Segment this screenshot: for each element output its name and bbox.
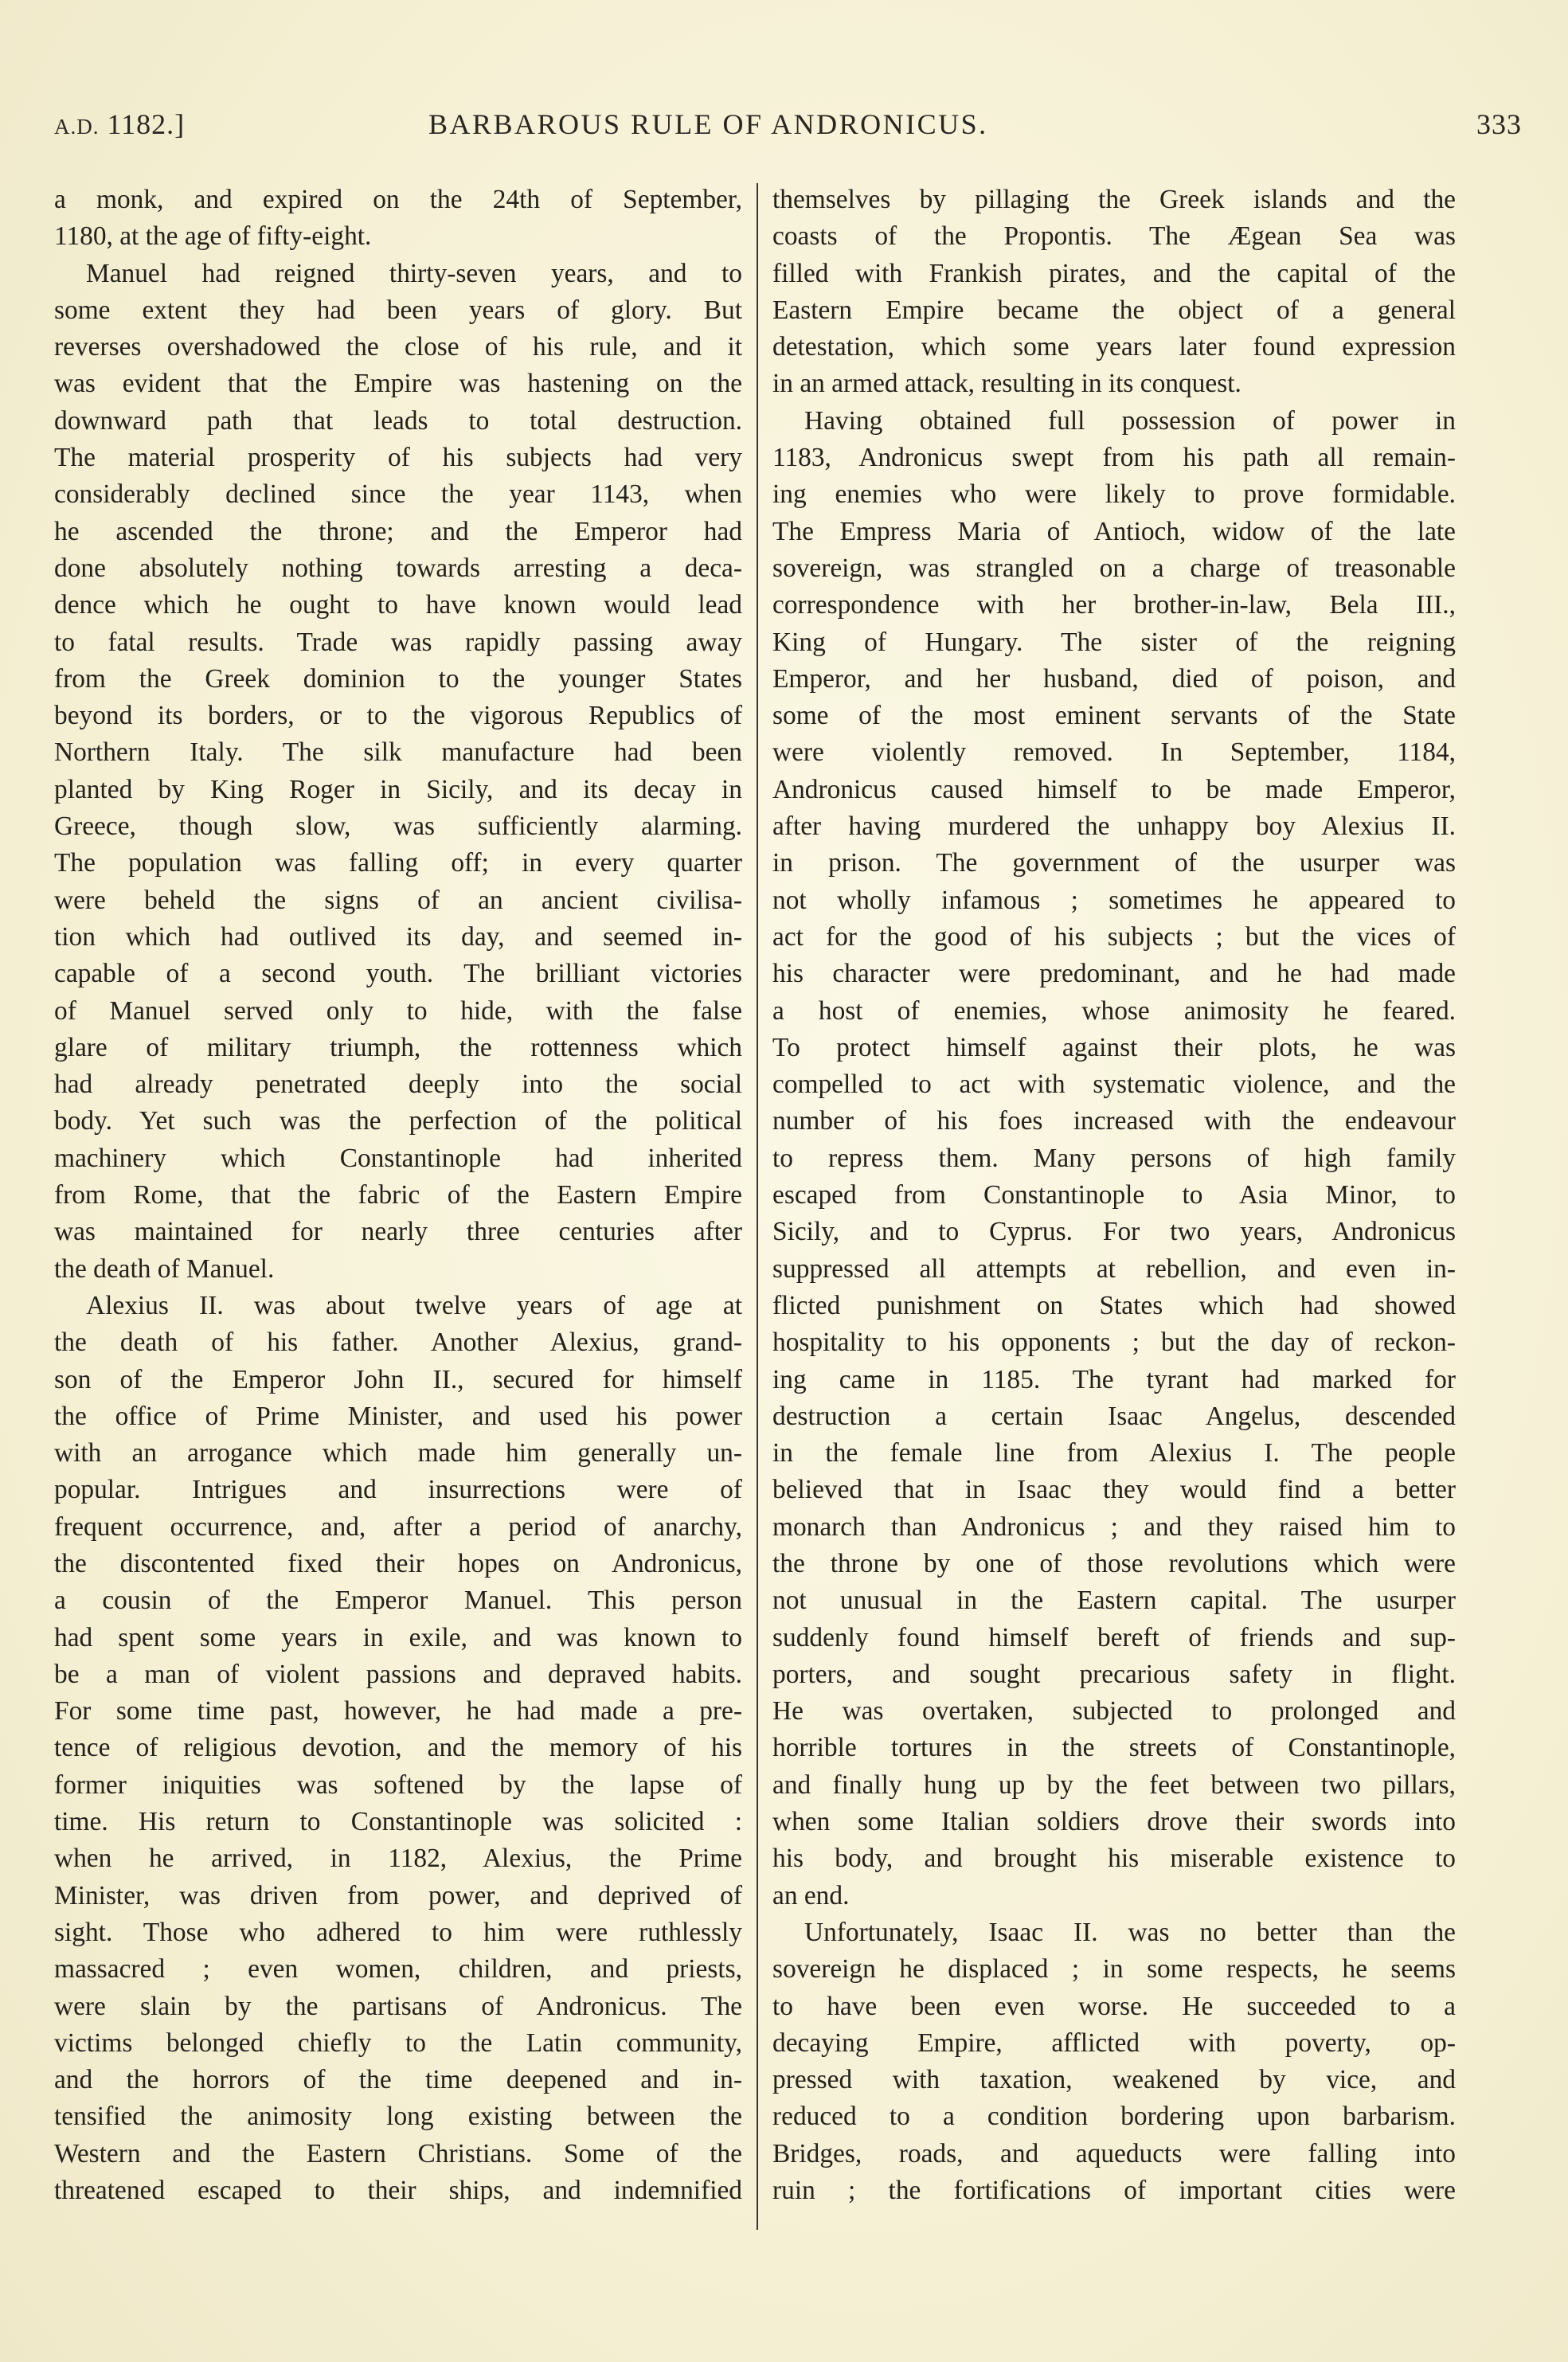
text-line: detestation, which some years later found expression: [772, 332, 1456, 362]
text-line: were beheld the signs of an ancient civilisa-: [54, 885, 742, 915]
text-line: a cousin of the Emperor Manuel. This person: [54, 1586, 742, 1616]
text-line: and finally hung up by the feet between two pillars,: [772, 1770, 1456, 1800]
text-line: a host of enemies, whose animosity he feared.: [772, 995, 1456, 1026]
text-line: capable of a second youth. The brilliant victories: [54, 959, 742, 989]
text-line: body. Yet such was the perfection of the political: [54, 1106, 742, 1136]
text-line: sovereign, was strangled on a charge of treasonable: [772, 553, 1456, 583]
page-number: 333: [1476, 108, 1522, 140]
text-line: Andronicus caused himself to be made Emperor,: [772, 774, 1456, 804]
text-line: sovereign he displaced ; in some respects, he seems: [772, 1954, 1456, 1985]
text-line: not unusual in the Eastern capital. The usurper: [772, 1586, 1456, 1616]
text-line: coasts of the Propontis. The Ægean Sea was: [772, 221, 1456, 252]
text-line: King of Hungary. The sister of the reigning: [772, 627, 1456, 657]
text-line: compelled to act with systematic violence, and the: [772, 1070, 1456, 1100]
text-line: downward path that leads to total destruction.: [54, 405, 742, 436]
text-line: in the female line from Alexius I. The people: [772, 1438, 1456, 1468]
column-divider: [757, 183, 758, 2230]
text-line: be a man of violent passions and depraved habits.: [54, 1659, 742, 1689]
text-line: correspondence with her brother-in-law, Bela III.,: [772, 590, 1456, 620]
text-line: Having obtained full possession of power in: [804, 405, 1456, 436]
text-line: to fatal results. Trade was rapidly passing away: [54, 627, 742, 657]
left-text-column: [54, 182, 742, 2209]
text-line: and the horrors of the time deepened and in-: [54, 2065, 742, 2095]
text-line: with an arrogance which made him generally un-: [54, 1438, 742, 1468]
text-line: tion which had outlived its day, and seemed in-: [54, 921, 742, 952]
text-line: had already penetrated deeply into the social: [54, 1070, 742, 1100]
text-line: machinery which Constantinople had inherited: [54, 1143, 742, 1173]
text-line: pressed with taxation, weakened by vice, and: [772, 2065, 1456, 2095]
text-line: flicted punishment on States which had showed: [772, 1290, 1456, 1320]
text-line: Unfortunately, Isaac II. was no better than the: [804, 1917, 1456, 1947]
text-line: act for the good of his subjects ; but the vices of: [772, 921, 1456, 952]
text-line: suppressed all attempts at rebellion, and even in-: [772, 1253, 1456, 1284]
text-line: considerably declined since the year 1143, when: [54, 479, 742, 510]
text-line: reverses overshadowed the close of his rule, and it: [54, 332, 742, 362]
text-line: an end.: [772, 1880, 850, 1910]
text-line: believed that in Isaac they would find a better: [772, 1475, 1456, 1505]
text-line: of Manuel served only to hide, with the false: [54, 995, 742, 1026]
text-line: ing enemies who were likely to prove formidable.: [772, 479, 1456, 510]
text-line: ruin ; the fortifications of important cities were: [772, 2176, 1456, 2206]
text-line: themselves by pillaging the Greek islands and the: [772, 185, 1456, 214]
text-line: frequent occurrence, and, after a period of anarchy,: [54, 1511, 742, 1542]
text-line: porters, and sought precarious safety in flight.: [772, 1659, 1456, 1689]
text-line: he ascended the throne; and the Emperor had: [54, 516, 742, 546]
text-line: 1180, at the age of fifty-eight.: [54, 221, 372, 252]
header-ad: A.D.: [54, 115, 100, 139]
text-line: some extent they had been years of glory. But: [54, 295, 742, 325]
text-line: his character were predominant, and he had made: [772, 959, 1456, 989]
text-line: decaying Empire, afflicted with poverty, op-: [772, 2028, 1456, 2058]
right-text-column: [772, 182, 1456, 2209]
text-line: had spent some years in exile, and was known to: [54, 1622, 742, 1652]
text-line: to repress them. Many persons of high family: [772, 1143, 1456, 1173]
text-line: reduced to a condition bordering upon barbarism.: [772, 2102, 1456, 2132]
text-line: when he arrived, in 1182, Alexius, the Prime: [54, 1844, 742, 1874]
text-line: victims belonged chiefly to the Latin community,: [54, 2028, 742, 2058]
text-line: in prison. The government of the usurper was: [772, 848, 1456, 878]
text-line: Eastern Empire became the object of a general: [772, 295, 1456, 325]
text-line: the throne by one of those revolutions which were: [772, 1548, 1456, 1578]
text-line: some of the most eminent servants of the State: [772, 701, 1456, 731]
text-line: the office of Prime Minister, and used his power: [54, 1401, 742, 1431]
text-line: The Empress Maria of Antioch, widow of the late: [772, 516, 1456, 546]
text-line: To protect himself against their plots, he was: [772, 1032, 1456, 1062]
text-line: glare of military triumph, the rottenness which: [54, 1032, 742, 1062]
text-line: suddenly found himself bereft of friends and sup-: [772, 1622, 1456, 1652]
text-line: Alexius II. was about twelve years of age at: [86, 1290, 742, 1320]
text-line: after having murdered the unhappy boy Alexius II.: [772, 811, 1456, 842]
text-line: planted by King Roger in Sicily, and its decay in: [54, 774, 742, 804]
text-line: Western and the Eastern Christians. Some of the: [54, 2138, 742, 2168]
text-line: 1183, Andronicus swept from his path all remain-: [772, 443, 1456, 473]
text-line: He was overtaken, subjected to prolonged and: [772, 1696, 1456, 1727]
text-line: time. His return to Constantinople was solicited :: [54, 1807, 742, 1837]
text-line: Manuel had reigned thirty-seven years, and to: [86, 258, 742, 288]
text-line: in an armed attack, resulting in its conquest.: [772, 369, 1241, 399]
text-line: were slain by the partisans of Andronicus. The: [54, 1991, 742, 2021]
text-line: his body, and brought his miserable existence to: [772, 1844, 1456, 1874]
text-line: monarch than Andronicus ; and they raised him to: [772, 1511, 1456, 1542]
text-line: was evident that the Empire was hastening on the: [54, 369, 742, 399]
running-header: [54, 108, 1522, 147]
text-line: ing came in 1185. The tyrant had marked for: [772, 1364, 1456, 1394]
header-title: BARBAROUS RULE OF ANDRONICUS.: [428, 108, 988, 140]
text-line: the death of his father. Another Alexius, grand-: [54, 1328, 742, 1358]
text-line: The material prosperity of his subjects had very: [54, 443, 742, 473]
text-line: Sicily, and to Cyprus. For two years, Andronicus: [772, 1217, 1456, 1247]
text-line: to have been even worse. He succeeded to a: [772, 1991, 1456, 2021]
text-line: number of his foes increased with the endeavour: [772, 1106, 1456, 1136]
text-line: not wholly infamous ; sometimes he appeared to: [772, 885, 1456, 915]
header-year: 1182.]: [107, 108, 186, 140]
text-line: filled with Frankish pirates, and the capital of the: [772, 258, 1456, 288]
text-line: son of the Emperor John II., secured for himself: [54, 1364, 742, 1394]
text-line: Bridges, roads, and aqueducts were falling into: [772, 2138, 1456, 2168]
text-line: sight. Those who adhered to him were ruthlessly: [54, 1917, 742, 1947]
text-line: destruction a certain Isaac Angelus, descended: [772, 1401, 1456, 1431]
text-line: from the Greek dominion to the younger States: [54, 663, 742, 694]
text-line: Minister, was driven from power, and deprived of: [54, 1880, 742, 1910]
text-line: Northern Italy. The silk manufacture had been: [54, 737, 742, 768]
text-line: the death of Manuel.: [54, 1253, 275, 1284]
text-line: a monk, and expired on the 24th of September,: [54, 185, 742, 214]
text-line: For some time past, however, he had made a pre-: [54, 1696, 742, 1727]
text-line: dence which he ought to have known would lead: [54, 590, 742, 620]
text-line: hospitality to his opponents ; but the day of reckon-: [772, 1328, 1456, 1358]
text-line: the discontented fixed their hopes on Andronicus,: [54, 1548, 742, 1578]
text-line: Greece, though slow, was sufficiently alarming.: [54, 811, 742, 842]
text-line: was maintained for nearly three centuries after: [54, 1217, 742, 1247]
text-line: popular. Intrigues and insurrections were of: [54, 1475, 742, 1505]
text-line: horrible tortures in the streets of Constantinople,: [772, 1733, 1456, 1763]
text-line: escaped from Constantinople to Asia Minor, to: [772, 1180, 1456, 1210]
header-date: [54, 108, 185, 141]
text-line: beyond its borders, or to the vigorous Republics of: [54, 701, 742, 731]
text-line: The population was falling off; in every quarter: [54, 848, 742, 878]
text-line: Emperor, and her husband, died of poison, and: [772, 663, 1456, 694]
text-line: tence of religious devotion, and the memory of his: [54, 1733, 742, 1763]
text-line: from Rome, that the fabric of the Eastern Empire: [54, 1180, 742, 1210]
text-line: were violently removed. In September, 1184,: [772, 737, 1456, 768]
text-line: former iniquities was softened by the lapse of: [54, 1770, 742, 1800]
text-line: when some Italian soldiers drove their swords into: [772, 1807, 1456, 1837]
text-line: massacred ; even women, children, and priests,: [54, 1954, 742, 1985]
text-line: threatened escaped to their ships, and indemnified: [54, 2176, 742, 2206]
text-line: done absolutely nothing towards arresting a deca-: [54, 553, 742, 583]
text-line: tensified the animosity long existing between the: [54, 2102, 742, 2132]
